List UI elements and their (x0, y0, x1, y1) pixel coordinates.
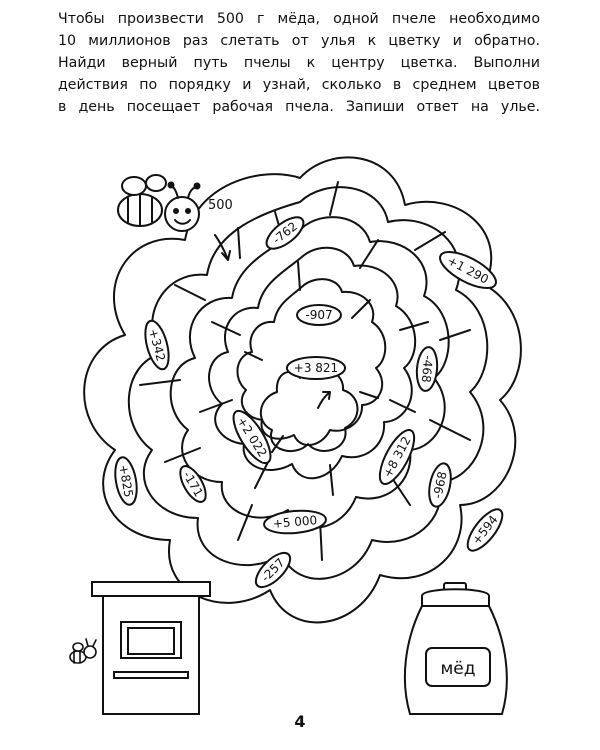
page-number: 4 (294, 712, 306, 731)
operation-bubble (287, 357, 345, 379)
operation-label: +8 312 (380, 434, 414, 480)
operation-label: +3 821 (293, 361, 339, 375)
task-line: Найди верный путь пчелы к центру цветка. Выполни (58, 55, 540, 71)
operation-bubble (373, 425, 421, 488)
operation-label: +2 022 (234, 414, 270, 460)
operation-label: +1 290 (445, 253, 491, 287)
task-line: Чтобы произвести 500 г мёда, одной пчеле необходимо (58, 11, 540, 27)
operation-label: -468 (418, 354, 436, 384)
bee-icon (118, 175, 200, 231)
start-value: 500 (208, 198, 233, 213)
small-bee-icon (70, 639, 96, 663)
honey-jar-icon (405, 583, 507, 714)
beehive-icon (92, 582, 210, 714)
jar-label: мёд (440, 659, 476, 679)
operation-bubble (462, 504, 509, 556)
operation-bubble (141, 318, 173, 371)
operation-label: +342 (145, 327, 169, 363)
operation-label: -968 (430, 470, 450, 500)
operation-bubble (426, 461, 455, 508)
task-line: в день посещает рабочая пчела. Запиши ответ на улье. (58, 99, 540, 115)
operation-bubble (262, 212, 309, 255)
operation-label: -762 (269, 219, 301, 247)
operation-bubble (263, 508, 327, 535)
operation-bubble (250, 547, 295, 592)
operation-label: +594 (469, 512, 501, 548)
center-arrow-icon (318, 392, 330, 408)
operation-label: -257 (258, 555, 288, 585)
task-line: действия по порядку и узнай, сколько в среднем цветов (58, 77, 540, 93)
operation-label: +825 (116, 463, 136, 499)
operation-label: -171 (180, 468, 206, 500)
operation-bubble (175, 462, 211, 506)
operation-bubble (415, 346, 439, 392)
operation-bubble (112, 456, 140, 507)
operation-label: +5 000 (272, 513, 318, 531)
task-line: 10 миллионов раз слетать от улья к цветку и обратно. (58, 33, 540, 49)
operation-bubble (297, 305, 341, 325)
operation-label: -907 (305, 308, 333, 322)
